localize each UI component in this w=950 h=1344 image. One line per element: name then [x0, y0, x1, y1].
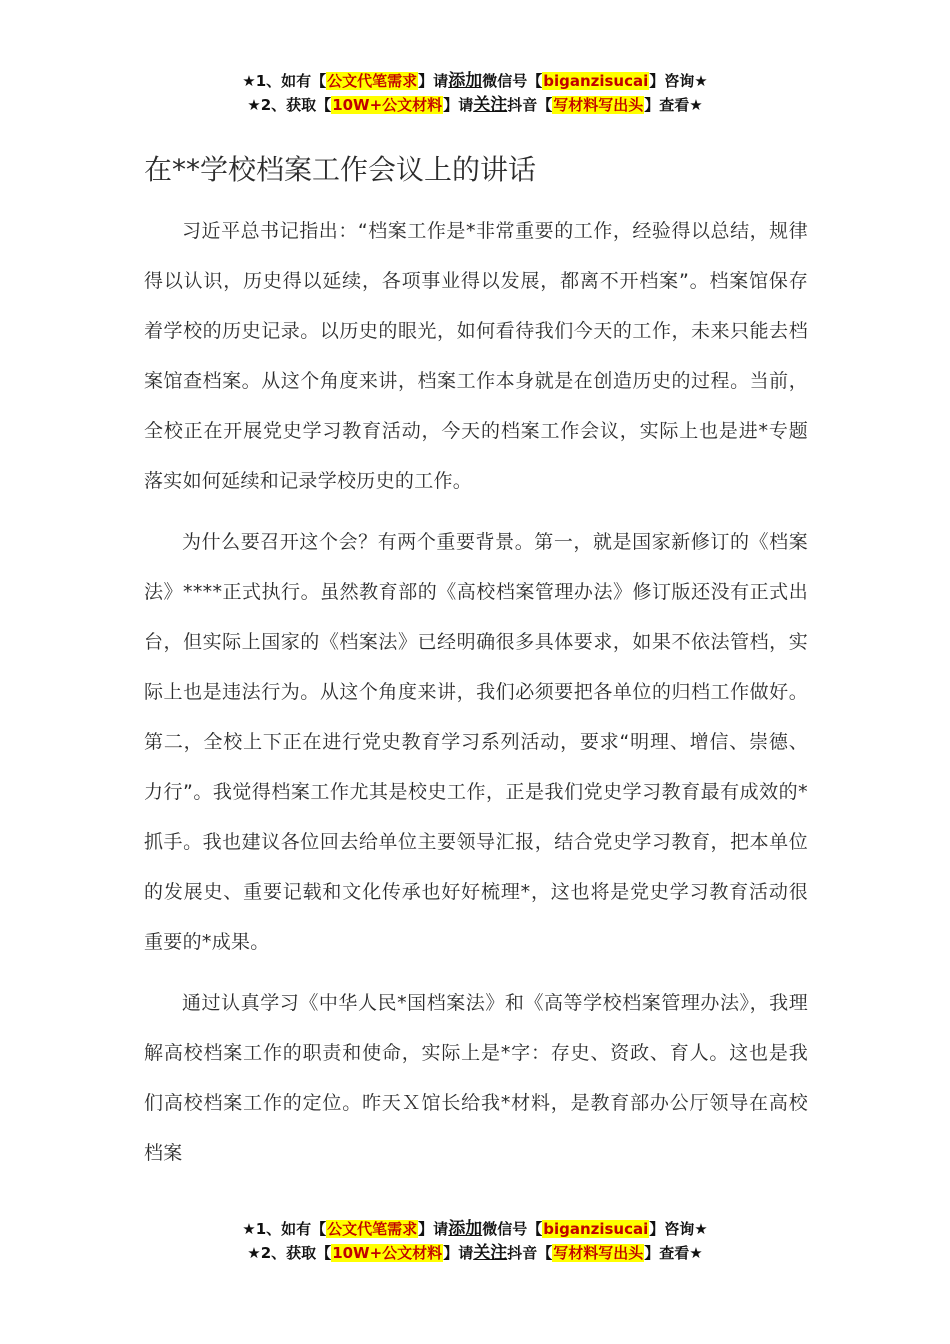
banner-text: 】请 — [443, 96, 474, 114]
banner-text: 】咨询★ — [649, 1220, 708, 1238]
document-body — [144, 206, 808, 1189]
banner-line-1 — [0, 69, 950, 93]
banner-underline: 关注 — [473, 95, 508, 115]
banner-highlight: 公文代笔需求 — [327, 1220, 418, 1238]
banner-line-2 — [0, 1241, 950, 1265]
banner-text: ★2、获取【 — [247, 96, 332, 114]
banner-highlight: 公文代笔需求 — [327, 72, 418, 90]
banner-text: 】请 — [443, 1244, 474, 1262]
banner-underline: 添加 — [448, 71, 483, 91]
banner-text: ★1、如有【 — [242, 72, 327, 90]
banner-text: 】查看★ — [644, 96, 703, 114]
banner-text: 】咨询★ — [649, 72, 708, 90]
banner-text: 微信号【 — [482, 72, 543, 90]
paragraph-2: 为什么要召开这个会？有两个重要背景。第一，就是国家新修订的《档案法》****正式执行。虽然教育部的《高校档案管理办法》修订版还没有正式出台，但实际上国家的《档案法》已经明确很多具体要求，如果不依法管档，实际上也是违法行为。从这个角度来讲，我们必须要把各单位的归档工作做好。第二，全校上下正在进行党史教育学习系列活动，要求“明理、增信、崇德、力行”。我觉得档案工作尤其是校史工作，正是我们党史学习教育最有成效的*抓手。我也建议各位回去给单位主要领导汇报，结合党史学习教育，把本单位的发展史、重要记载和文化传承也好好梳理*，这也将是党史学习教育活动很重要的*成果。 — [144, 531, 808, 953]
paragraph-1: 习近平总书记指出：“档案工作是*非常重要的工作，经验得以总结，规律得以认识，历史得以延续，各项事业得以发展，都离不开档案”。档案馆保存着学校的历史记录。以历史的眼光，如何看待我们今天的工作，未来只能去档案馆查档案。从这个角度来讲，档案工作本身就是在创造历史的过程。当前，全校正在开展党史学习教育活动，今天的档案工作会议，实际上也是进*专题落实如何延续和记录学校历史的工作。 — [144, 220, 808, 492]
header-banner — [0, 69, 950, 117]
banner-highlight: 写材料写出头 — [553, 96, 644, 114]
banner-text: 】请 — [418, 1220, 449, 1238]
banner-highlight: 10W+公文材料 — [332, 1244, 443, 1262]
footer-banner — [0, 1217, 950, 1265]
banner-text: ★1、如有【 — [242, 1220, 327, 1238]
banner-highlight: biganzisucai — [543, 1220, 649, 1238]
banner-text: 抖音【 — [507, 1244, 553, 1262]
document-title: 在**学校档案工作会议上的讲话 — [144, 153, 537, 186]
banner-line-1 — [0, 1217, 950, 1241]
banner-text: 微信号【 — [482, 1220, 543, 1238]
paragraph-3: 通过认真学习《中华人民*国档案法》和《高等学校档案管理办法》，我理解高校档案工作的职责和使命，实际上是*字：存史、资政、育人。这也是我们高校档案工作的定位。昨天Ｘ馆长给我*材料，是教育部办公厅领导在高校档案 — [144, 992, 808, 1164]
banner-line-2 — [0, 93, 950, 117]
banner-underline: 添加 — [448, 1219, 483, 1239]
banner-underline: 关注 — [473, 1243, 508, 1263]
banner-text: 抖音【 — [507, 96, 553, 114]
banner-text: ★2、获取【 — [247, 1244, 332, 1262]
banner-highlight: 10W+公文材料 — [332, 96, 443, 114]
banner-highlight: 写材料写出头 — [553, 1244, 644, 1262]
banner-highlight: biganzisucai — [543, 72, 649, 90]
banner-text: 】查看★ — [644, 1244, 703, 1262]
banner-text: 】请 — [418, 72, 449, 90]
